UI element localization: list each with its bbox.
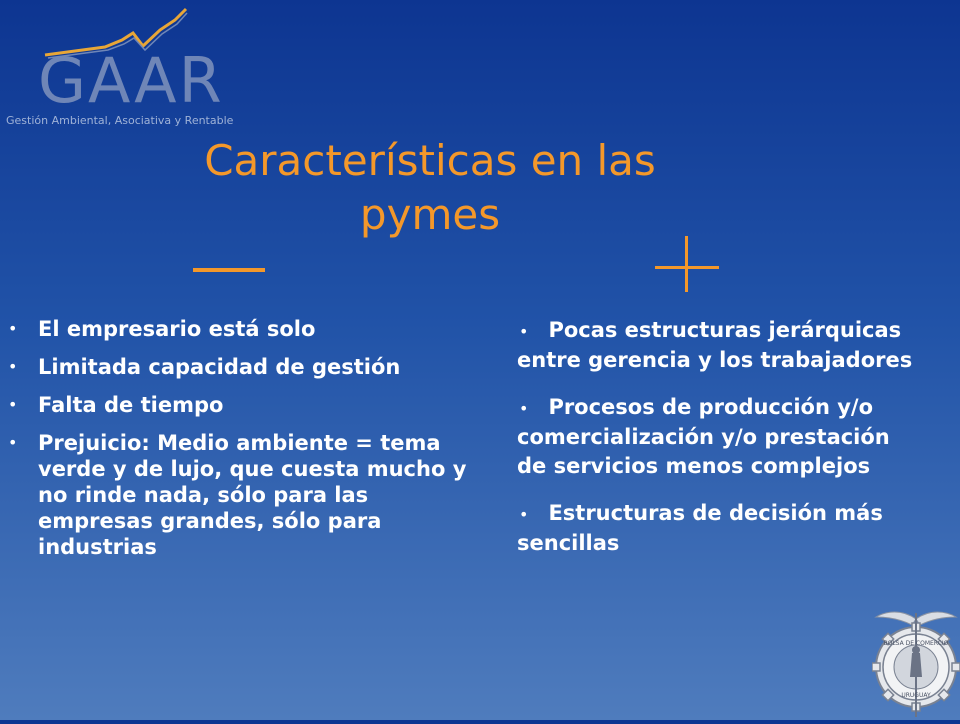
list-item: • El empresario está solo [8, 317, 316, 341]
gaar-logo [0, 0, 240, 135]
seal-text-top: BOLSA DE COMERCIO [883, 640, 949, 647]
bullet-icon: • [8, 433, 18, 452]
title-line-2: pymes [359, 190, 501, 239]
logo-subtitle: Gestión Ambiental, Asociativa y Rentable [6, 114, 234, 127]
bolsa-de-comercio-seal [872, 605, 960, 720]
minus-icon [193, 268, 265, 272]
disadvantages-list [8, 316, 468, 572]
bullet-icon: • [8, 319, 18, 338]
list-item: • Procesos de producción y/o comercialización y/o prestación de servicios menos complejos [517, 395, 890, 478]
bullet-icon: • [519, 399, 529, 418]
list-item: • Falta de tiempo [8, 393, 224, 417]
bullet-icon: • [8, 395, 18, 414]
advantages-list [517, 316, 917, 576]
list-item: • Estructuras de decisión más sencillas [517, 501, 883, 555]
list-item: • Pocas estructuras jerárquicas entre gerencia y los trabajadores [517, 318, 913, 372]
title-line-1: Características en las [204, 136, 656, 185]
list-item: • Limitada capacidad de gestión [8, 355, 401, 379]
seal-text-bottom: URUGUAY [901, 692, 931, 699]
slide-title [170, 134, 690, 242]
bullet-icon: • [519, 322, 529, 341]
bullet-icon: • [519, 505, 529, 524]
bullet-icon: • [8, 357, 18, 376]
list-item: • Prejuicio: Medio ambiente = tema verde y de lujo, que cuesta mucho y no rinde nada, sólo para las empresas grandes, sólo para industrias [8, 431, 467, 559]
logo-wordmark: GAAR [38, 44, 224, 117]
seal-emblem-icon [872, 605, 960, 720]
